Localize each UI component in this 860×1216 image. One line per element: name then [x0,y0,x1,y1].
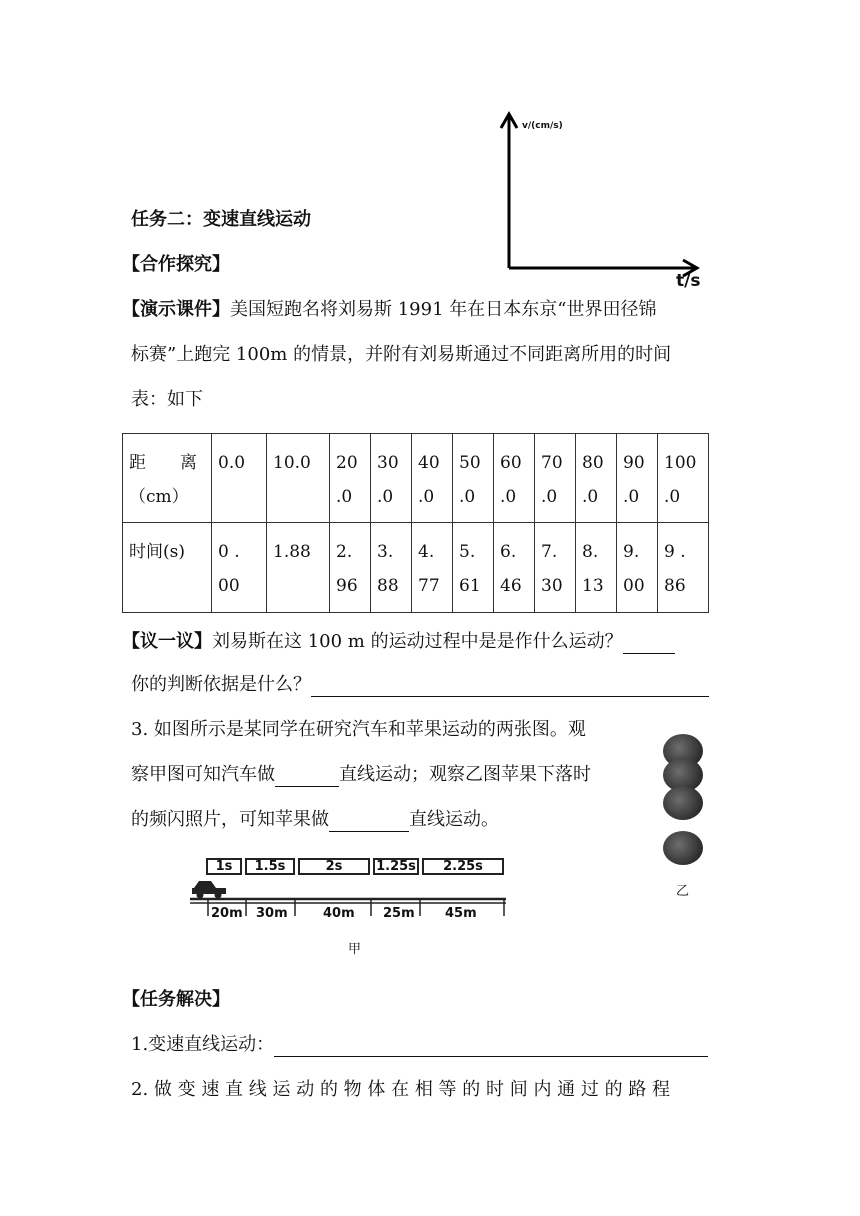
table-cell: 30 .0 [371,434,412,523]
task-solve-item2: 2. 做 变 速 直 线 运 动 的 物 体 在 相 等 的 时 间 内 通 过 的 路 程 [131,1079,671,1100]
distance-label: 20m [211,906,243,921]
vt-graph [495,108,710,280]
answer-blank[interactable] [274,1036,708,1057]
table-cell: 3. 88 [371,523,412,613]
car-icon [192,881,226,899]
q3-line1: 3. 如图所示是某同学在研究汽车和苹果运动的两张图。观 [131,719,586,740]
lewis-table [122,433,709,613]
table-cell: 7. 30 [535,523,576,613]
answer-blank[interactable] [329,811,409,832]
time-box: 1.25s [373,858,419,875]
demo-line3: 表：如下 [131,389,203,410]
table-row [123,434,709,523]
table-cell: 9. 00 [617,523,658,613]
table-cell: 5. 61 [453,523,494,613]
apple-image [663,831,703,865]
q3-line3: 的频闪照片，可知苹果做 直线运动。 [131,809,499,830]
distance-label: 45m [445,906,477,921]
table-cell: 8. 13 [576,523,617,613]
distance-label: 25m [383,906,415,921]
coop-heading: 【合作探究】 [122,254,230,275]
discuss-label: 【议一议】 [122,631,212,652]
distance-label: 40m [323,906,355,921]
table-cell: 60 .0 [494,434,535,523]
table-cell: 1.88 [267,523,330,613]
time-box: 2s [298,858,370,875]
graph-xlabel: t/s [676,271,701,291]
figure-yi-caption: 乙 [676,884,690,899]
demo-line1: 【演示课件】美国短跑名将刘易斯 1991 年在日本东京“世界田径锦 [122,299,657,320]
demo-label: 【演示课件】 [122,299,230,320]
table-cell: 6. 46 [494,523,535,613]
table-cell: 90 .0 [617,434,658,523]
table-cell: 70 .0 [535,434,576,523]
table-cell: 100 .0 [658,434,709,523]
table-row [123,523,709,613]
demo-line2: 标赛”上跑完 100m 的情景，并附有刘易斯通过不同距离所用的时间 [131,344,672,365]
task-solve-item1: 1.变速直线运动： [131,1033,708,1057]
apple-image [663,786,703,820]
table-cell: 0.0 [212,434,267,523]
table-cell: 40 .0 [412,434,453,523]
distance-label: 30m [256,906,288,921]
table-cell: 4. 77 [412,523,453,613]
table-header-cell: 时间(s) [123,523,212,613]
answer-blank[interactable] [623,633,675,654]
table-cell: 9 . 86 [658,523,709,613]
table-cell: 2. 96 [330,523,371,613]
table-cell: 0 . 00 [212,523,267,613]
table-cell: 10.0 [267,434,330,523]
answer-blank[interactable] [275,766,339,787]
discuss-q2: 你的判断依据是什么？ [131,673,709,697]
figure-jia-caption: 甲 [348,942,362,957]
task2-title: 任务二：变速直线运动 [131,209,311,230]
time-box: 1.5s [245,858,295,875]
task-solve-heading: 【任务解决】 [122,989,230,1010]
answer-blank[interactable] [311,676,709,697]
discuss-q1: 【议一议】刘易斯在这 100 m 的运动过程中是是作什么运动？ [122,630,675,654]
time-box: 1s [206,858,242,875]
table-header-cell: 距 离 （cm） [123,434,212,523]
time-box: 2.25s [422,858,504,875]
table-cell: 20 .0 [330,434,371,523]
q3-line2: 察甲图可知汽车做 直线运动；观察乙图苹果下落时 [131,764,591,785]
table-cell: 50 .0 [453,434,494,523]
graph-ylabel: v/(cm/s) [522,121,563,131]
table-cell: 80 .0 [576,434,617,523]
